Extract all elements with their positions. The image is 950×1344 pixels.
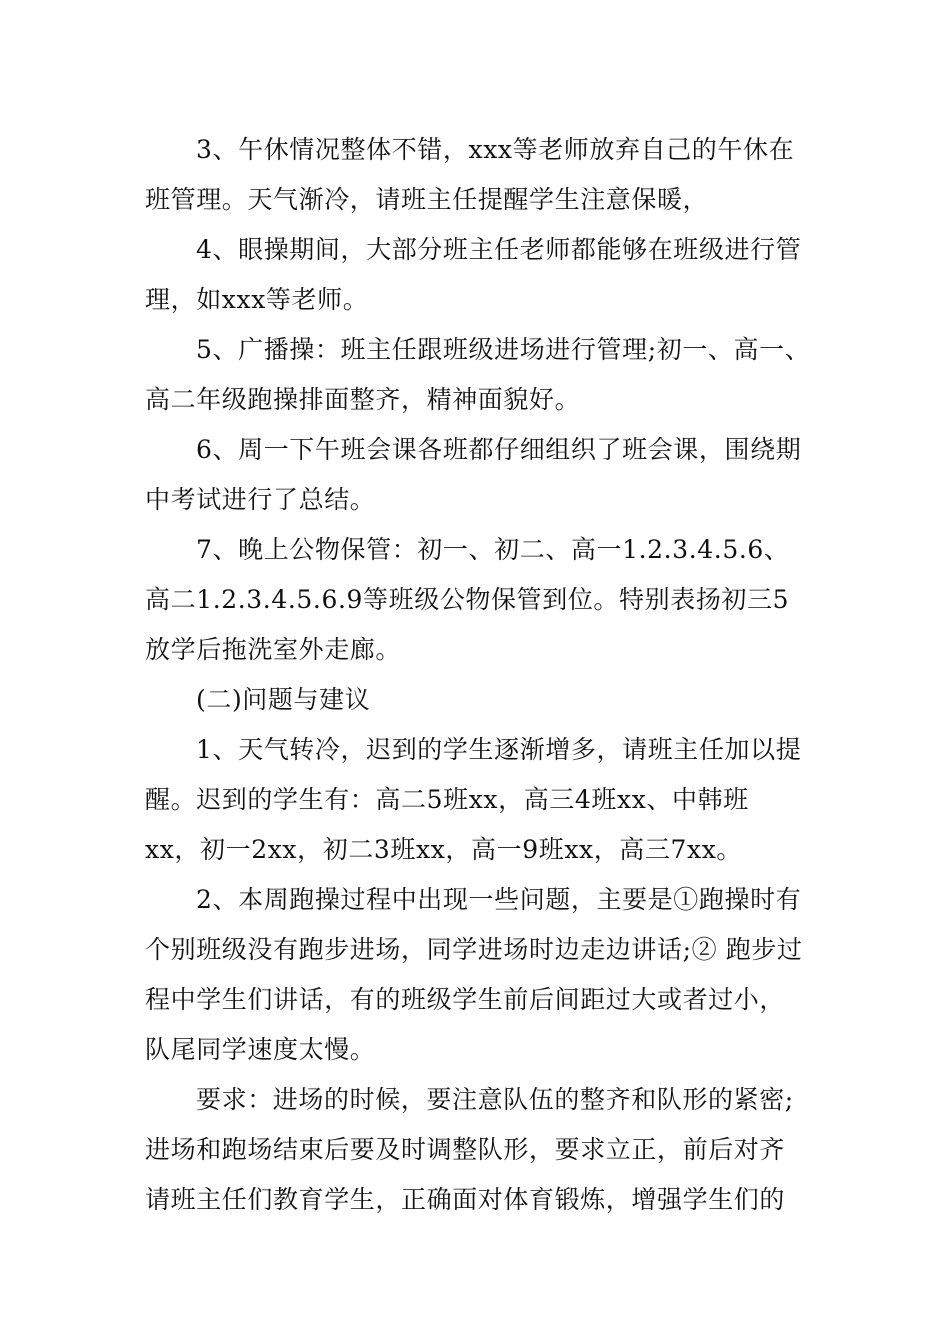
text-line: 队尾同学速度太慢。 — [145, 1035, 376, 1064]
text-line: 中考试进行了总结。 — [145, 485, 376, 514]
text-line: 1、天气转冷，迟到的学生逐渐增多，请班主任加以提 — [196, 735, 802, 764]
text-line: 理，如xxx等老师。 — [145, 285, 369, 314]
text-line: 放学后拖洗室外走廊。 — [145, 635, 402, 664]
text-line: 7、晚上公物保管：初一、初二、高一1.2.3.4.5.6、 — [196, 535, 790, 564]
section-heading: (二)问题与建议 — [196, 685, 371, 714]
text-line: 3、午休情况整体不错，xxx等老师放弃自己的午休在 — [196, 135, 795, 164]
text-line: 5、广播操：班主任跟班级进场进行管理;初一、高一、 — [196, 335, 811, 364]
text-line: 高二年级跑操排面整齐，精神面貌好。 — [145, 385, 581, 414]
text-line: 班管理。天气渐冷，请班主任提醒学生注意保暖， — [145, 185, 709, 214]
text-line: 要求：进场的时候，要注意队伍的整齐和队形的紧密; — [196, 1085, 794, 1114]
text-line: 请班主任们教育学生，正确面对体育锻炼，增强学生们的 — [145, 1185, 786, 1214]
text-line: 程中学生们讲话，有的班级学生前后间距过大或者过小， — [145, 985, 786, 1014]
text-line: xx，初一2xx，初二3班xx，高一9班xx，高三7xx。 — [145, 835, 743, 864]
text-line: 进场和跑场结束后要及时调整队形，要求立正，前后对齐 — [145, 1135, 786, 1164]
text-line: 2、本周跑操过程中出现一些问题，主要是①跑操时有 — [196, 885, 802, 914]
text-line: 醒。迟到的学生有：高二5班xx，高三4班xx、中韩班 — [145, 785, 749, 814]
text-line: 个别班级没有跑步进场，同学进场时边走边讲话;② 跑步过 — [145, 935, 803, 964]
text-line: 高二1.2.3.4.5.6.9等班级公物保管到位。特别表扬初三5 — [145, 585, 790, 614]
text-line: 6、周一下午班会课各班都仔细组织了班会课，围绕期 — [196, 435, 802, 464]
text-line: 4、眼操期间，大部分班主任老师都能够在班级进行管 — [196, 235, 802, 264]
